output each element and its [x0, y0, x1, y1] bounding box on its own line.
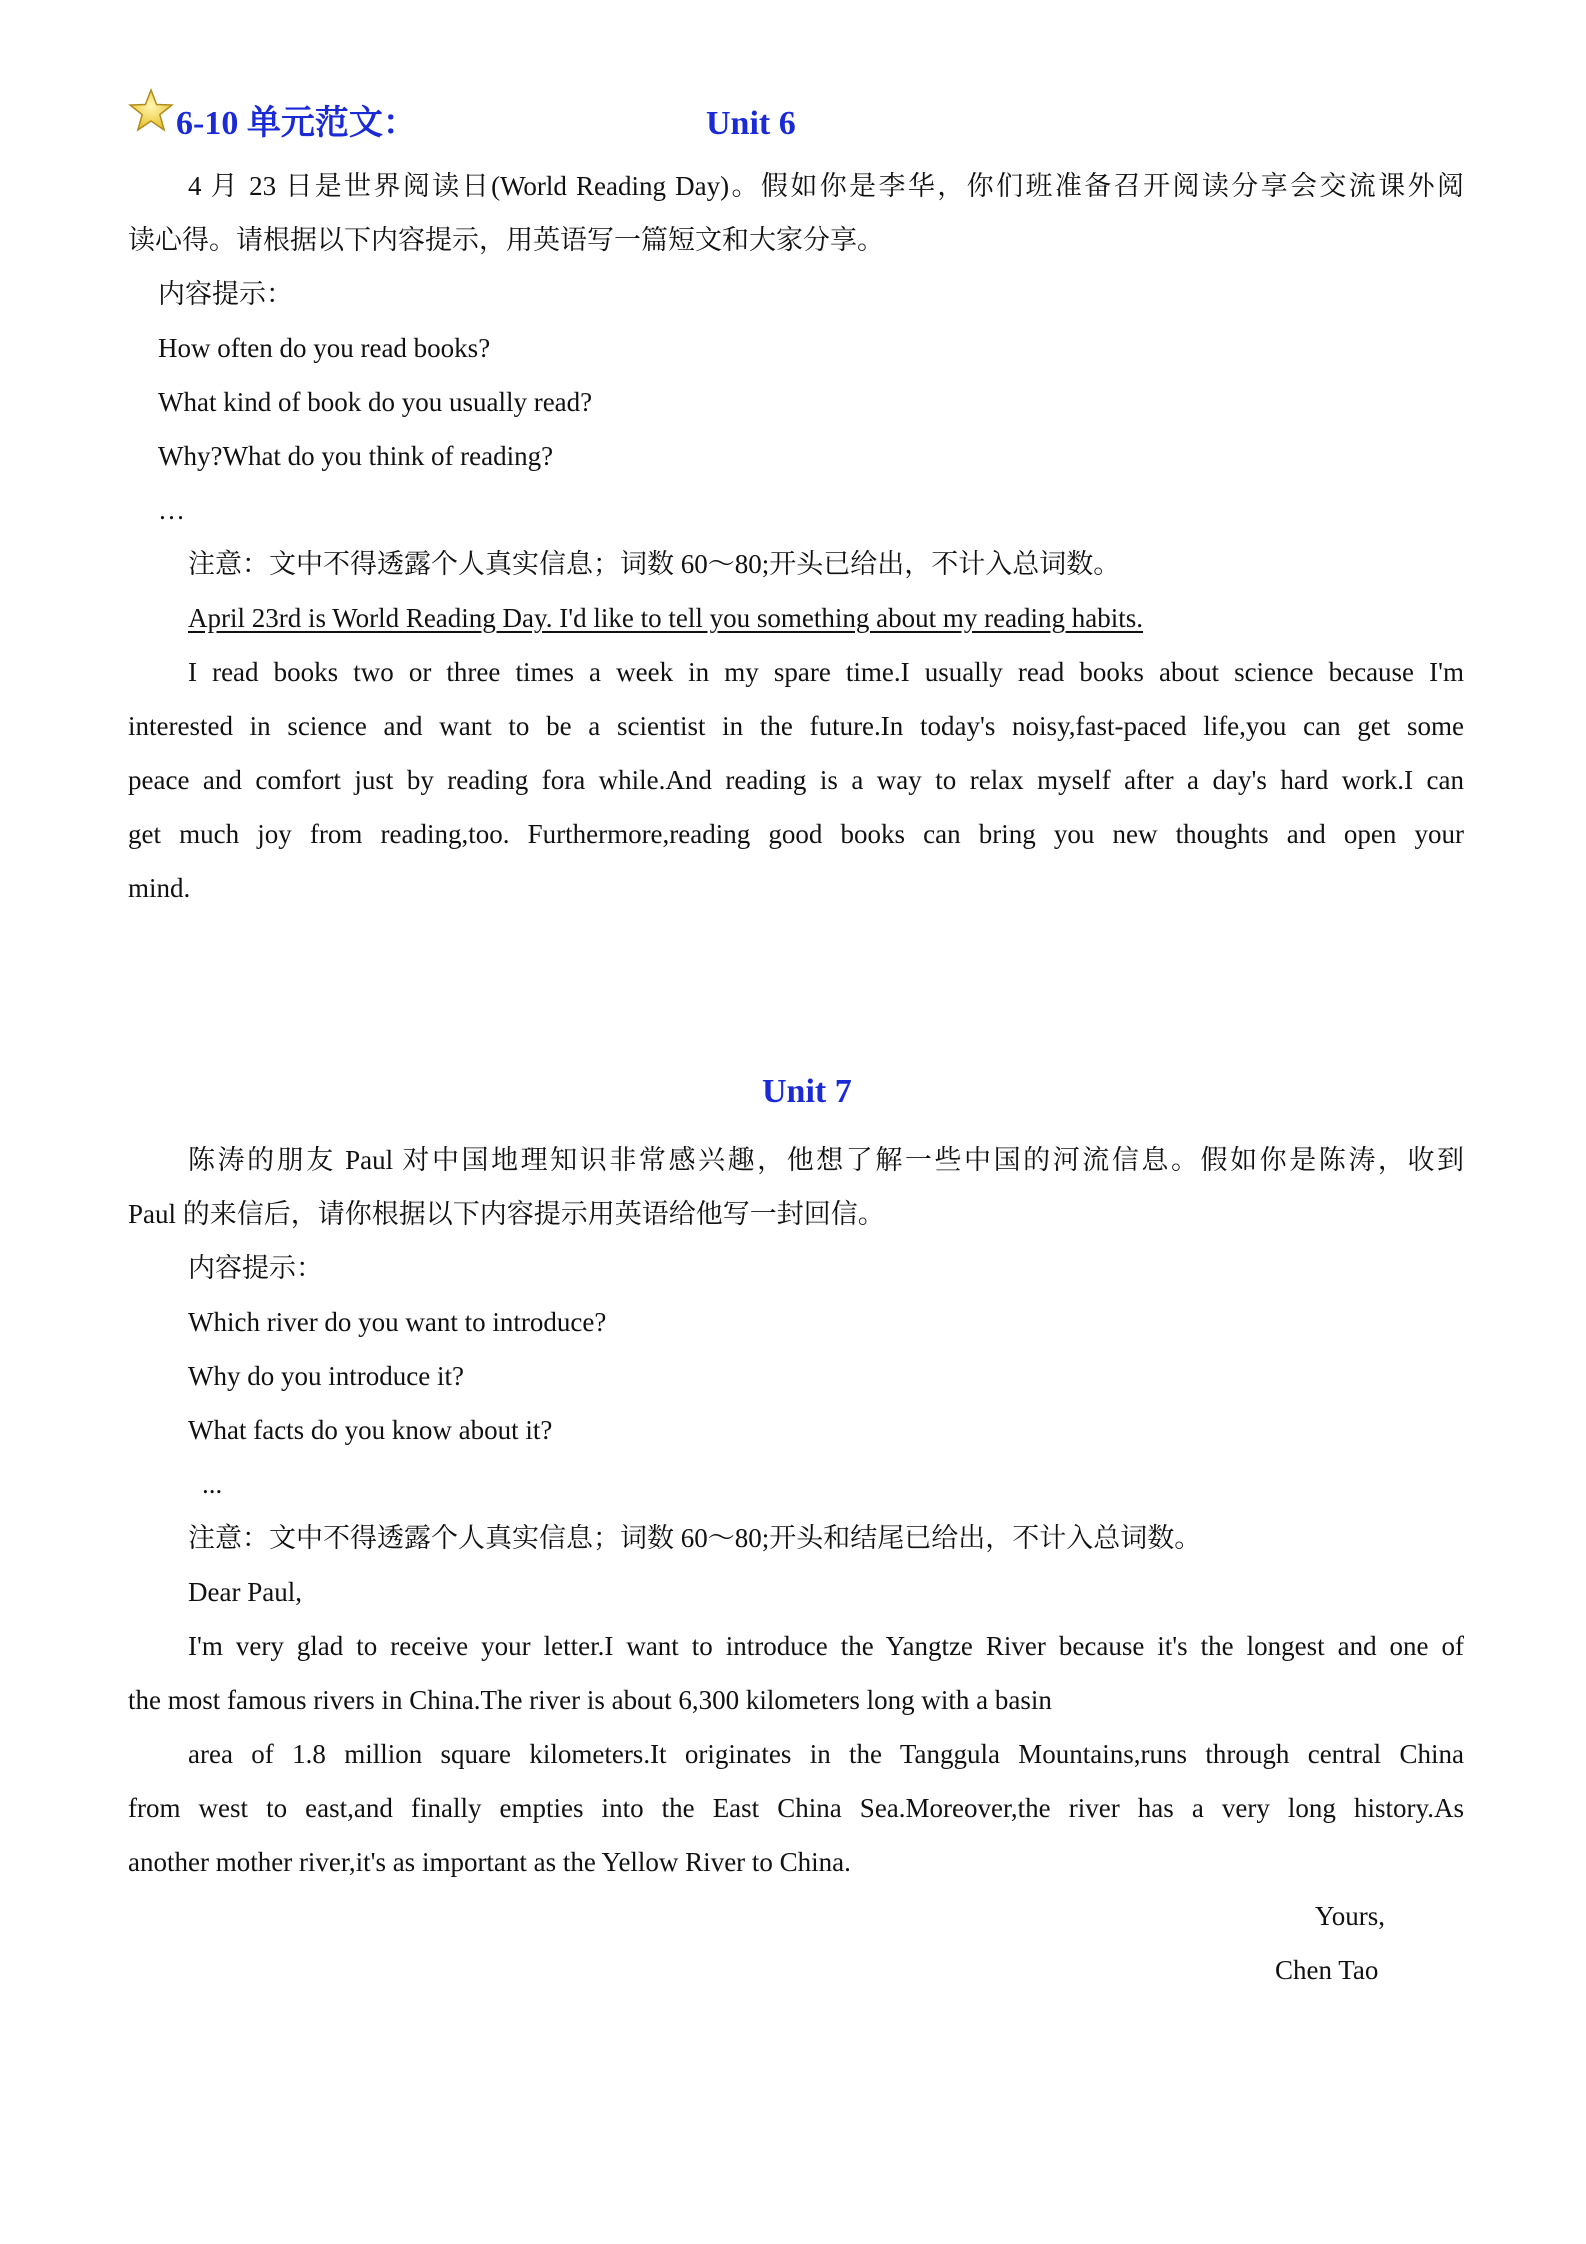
unit6-hint-label: 内容提示： — [158, 279, 293, 309]
unit6-essay-line1: I read books two or three times a week in my spare time.I usually read books about science because I'm — [188, 657, 1464, 687]
unit6-essay-line4: get much joy from reading,too. Furthermore,reading good books can bring you new thoughts and open your — [128, 819, 1464, 849]
unit6-hint-2: What kind of book do you usually read? — [158, 387, 593, 417]
unit6-essay-line5: mind. — [128, 873, 191, 903]
unit7-prompt-line2: Paul 的来信后，请你根据以下内容提示用英语给他写一封回信。 — [128, 1199, 885, 1229]
unit6-essay-line3: peace and comfort just by reading fora while.And reading is a way to relax myself after a day's hard work.I can — [128, 765, 1464, 795]
unit6-essay-line2: interested in science and want to be a scientist in the future.In today's noisy,fast-paced life,you can get some — [128, 711, 1464, 741]
letter-line1: I'm very glad to receive your letter.I want to introduce the Yangtze River because it's the longest and one of — [188, 1631, 1464, 1661]
letter-line5: another mother river,it's as important as the Yellow River to China. — [128, 1847, 851, 1877]
unit7-hint-1: Which river do you want to introduce? — [188, 1307, 607, 1337]
unit6-prompt-line2: 读心得。请根据以下内容提示，用英语写一篇短文和大家分享。 — [128, 225, 884, 255]
unit7-hint-label: 内容提示： — [188, 1253, 323, 1283]
unit6-prompt-line1: 4 月 23 日是世界阅读日(World Reading Day)。假如你是李华，你们班准备召开阅读分享会交流课外阅 — [188, 171, 1464, 201]
letter-closing: Yours, — [1315, 1901, 1386, 1931]
unit7-title: Unit 7 — [762, 1073, 852, 1110]
letter-greeting: Dear Paul, — [188, 1577, 302, 1607]
unit6-hint-3: Why?What do you think of reading? — [158, 441, 554, 471]
unit7-hint-3: What facts do you know about it? — [188, 1415, 553, 1445]
star-icon — [128, 88, 174, 134]
unit7-hint-4: ... — [202, 1469, 223, 1499]
unit6-hint-4: … — [158, 495, 185, 525]
letter-line2: the most famous rivers in China.The river is about 6,300 kilometers long with a basin — [128, 1685, 1052, 1715]
unit6-note: 注意：文中不得透露个人真实信息；词数 60～80;开头已给出，不计入总词数。 — [188, 549, 1121, 579]
unit6-title: Unit 6 — [706, 105, 796, 142]
section-header: 6-10 单元范文： — [176, 105, 417, 142]
unit6-opening: April 23rd is World Reading Day. I'd like to tell you something about my reading habits. — [188, 603, 1144, 633]
unit7-note: 注意：文中不得透露个人真实信息；词数 60～80;开头和结尾已给出，不计入总词数。 — [188, 1523, 1202, 1553]
letter-signature: Chen Tao — [1275, 1955, 1379, 1985]
unit7-hint-2: Why do you introduce it? — [188, 1361, 464, 1391]
letter-line4: from west to east,and finally empties into the East China Sea.Moreover,the river has a very long history.As — [128, 1793, 1464, 1823]
letter-line3: area of 1.8 million square kilometers.It originates in the Tanggula Mountains,runs through central China — [188, 1739, 1464, 1769]
unit7-prompt-line1: 陈涛的朋友 Paul 对中国地理知识非常感兴趣，他想了解一些中国的河流信息。假如你是陈涛，收到 — [188, 1145, 1464, 1175]
unit6-hint-1: How often do you read books? — [158, 333, 491, 363]
